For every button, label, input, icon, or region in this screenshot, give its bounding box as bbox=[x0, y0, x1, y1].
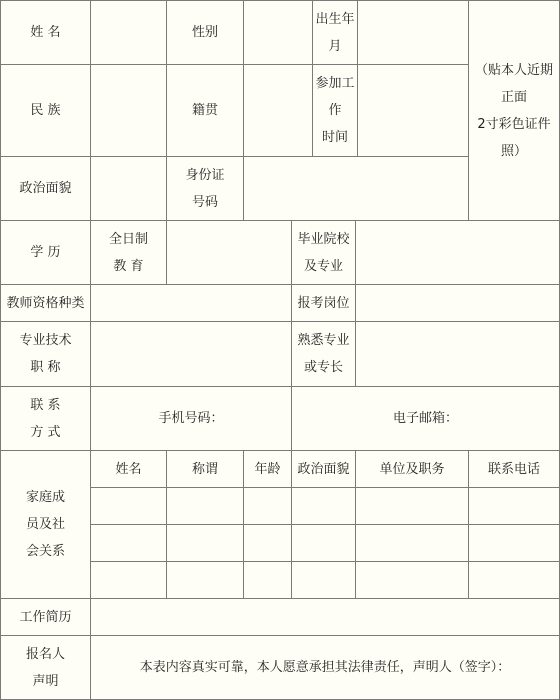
family-cell[interactable] bbox=[244, 488, 292, 525]
family-cell[interactable] bbox=[91, 525, 167, 562]
family-cell[interactable] bbox=[356, 562, 469, 599]
position-field[interactable] bbox=[356, 285, 560, 322]
work-start-label: 参加工 作 时间 bbox=[313, 65, 358, 157]
native-place-label: 籍贯 bbox=[167, 65, 244, 157]
family-cell[interactable] bbox=[469, 562, 560, 599]
declaration-text[interactable]: 本表内容真实可靠，本人愿意承担其法律责任，声明人（签字）： bbox=[91, 636, 560, 700]
email-label: 电子邮箱： bbox=[392, 411, 458, 426]
family-header-employer: 单位及职务 bbox=[356, 451, 469, 488]
family-header-age: 年龄 bbox=[244, 451, 292, 488]
specialty-label: 熟悉专业 或专长 bbox=[292, 322, 356, 387]
photo-placeholder[interactable]: （贴本人近期 正面 2寸彩色证件 照） bbox=[469, 0, 560, 221]
name-field[interactable] bbox=[91, 0, 167, 65]
specialty-field[interactable] bbox=[356, 322, 560, 387]
family-cell[interactable] bbox=[167, 525, 244, 562]
fulltime-education-field[interactable] bbox=[167, 221, 292, 285]
school-major-label: 毕业院校 及专业 bbox=[292, 221, 356, 285]
family-cell[interactable] bbox=[292, 562, 356, 599]
family-cell[interactable] bbox=[244, 562, 292, 599]
email-field[interactable] bbox=[292, 387, 560, 451]
teacher-cert-field[interactable] bbox=[91, 285, 292, 322]
work-history-label: 工作简历 bbox=[0, 599, 91, 636]
political-label: 政治面貌 bbox=[0, 157, 91, 221]
declaration-label: 报名人 声明 bbox=[0, 636, 91, 700]
contact-label: 联 系 方 式 bbox=[0, 387, 91, 451]
family-cell[interactable] bbox=[167, 488, 244, 525]
ethnic-field[interactable] bbox=[91, 65, 167, 157]
family-cell[interactable] bbox=[356, 525, 469, 562]
school-major-field[interactable] bbox=[356, 221, 560, 285]
family-header-phone: 联系电话 bbox=[469, 451, 560, 488]
phone-label: 手机号码： bbox=[158, 411, 224, 426]
phone-field[interactable] bbox=[91, 387, 292, 451]
family-cell[interactable] bbox=[167, 562, 244, 599]
fulltime-education-label: 全日制 教 育 bbox=[91, 221, 167, 285]
id-number-field[interactable] bbox=[244, 157, 469, 221]
birth-field[interactable] bbox=[358, 0, 469, 65]
id-number-label: 身份证 号码 bbox=[167, 157, 244, 221]
family-cell[interactable] bbox=[91, 488, 167, 525]
birth-label: 出生年 月 bbox=[313, 0, 358, 65]
gender-field[interactable] bbox=[244, 0, 313, 65]
work-history-field[interactable] bbox=[91, 599, 560, 636]
family-cell[interactable] bbox=[469, 525, 560, 562]
family-header-political: 政治面貌 bbox=[292, 451, 356, 488]
ethnic-label: 民 族 bbox=[0, 65, 91, 157]
family-cell[interactable] bbox=[292, 488, 356, 525]
family-cell[interactable] bbox=[292, 525, 356, 562]
family-header-name: 姓名 bbox=[91, 451, 167, 488]
family-cell[interactable] bbox=[91, 562, 167, 599]
professional-title-label: 专业技术 职 称 bbox=[0, 322, 91, 387]
family-header-relation: 称谓 bbox=[167, 451, 244, 488]
teacher-cert-label: 教师资格种类 bbox=[0, 285, 91, 322]
family-section-label: 家庭成 员及社 会关系 bbox=[0, 451, 91, 599]
family-cell[interactable] bbox=[356, 488, 469, 525]
political-field[interactable] bbox=[91, 157, 167, 221]
education-label: 学 历 bbox=[0, 221, 91, 285]
position-label: 报考岗位 bbox=[292, 285, 356, 322]
professional-title-field[interactable] bbox=[91, 322, 292, 387]
native-place-field[interactable] bbox=[244, 65, 313, 157]
name-label: 姓 名 bbox=[0, 0, 91, 65]
gender-label: 性别 bbox=[167, 0, 244, 65]
work-start-field[interactable] bbox=[358, 65, 469, 157]
family-cell[interactable] bbox=[244, 525, 292, 562]
family-cell[interactable] bbox=[469, 488, 560, 525]
